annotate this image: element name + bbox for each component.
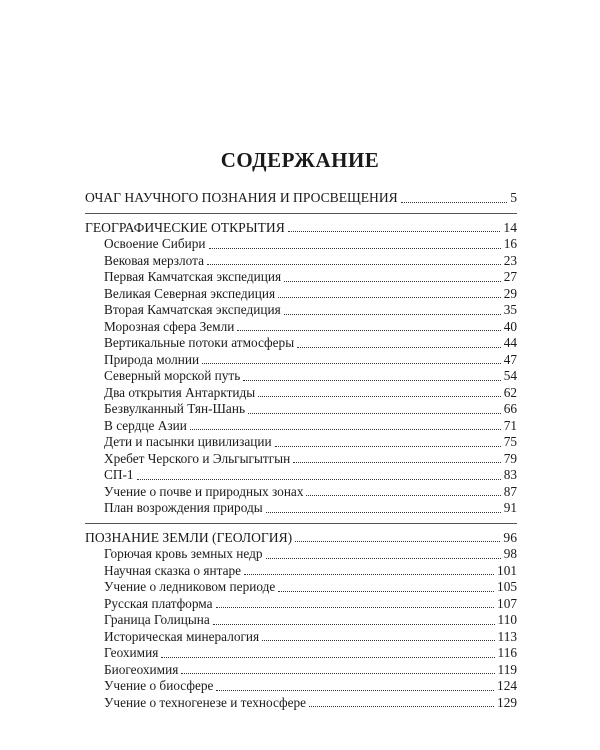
toc-entry-intro[interactable] — [85, 190, 517, 207]
toc-entry-page: 14 — [503, 219, 517, 235]
toc-entry-page: 75 — [503, 434, 517, 449]
dot-leader — [309, 706, 494, 707]
toc-entry-page: 116 — [497, 645, 517, 660]
toc-entry-page: 107 — [497, 595, 517, 611]
toc-entry-page: 71 — [503, 417, 517, 433]
dot-leader — [244, 574, 494, 575]
toc-entry-label: Вековая мерзлота — [104, 252, 205, 268]
toc-entry-label: Учение о техногенезе и техносфере — [104, 694, 307, 710]
dot-leader — [284, 314, 501, 315]
toc-entry-page: 110 — [497, 612, 517, 627]
toc-entry[interactable] — [85, 286, 517, 303]
toc-entry-page: 40 — [503, 318, 517, 334]
toc-entry-label: Учение о ледниковом периоде — [104, 579, 276, 594]
toc-entry[interactable] — [85, 563, 517, 580]
dot-leader — [237, 330, 500, 331]
table-of-contents — [85, 190, 517, 713]
toc-entry-label: Первая Камчатская экспедиция — [104, 269, 282, 284]
section-divider — [85, 523, 517, 524]
toc-entry[interactable] — [85, 629, 517, 646]
toc-entry-label: Вторая Камчатская экспедиция — [104, 302, 281, 317]
toc-entry[interactable] — [85, 596, 517, 613]
toc-entry-page: 87 — [503, 483, 517, 499]
toc-entry[interactable] — [85, 269, 517, 286]
toc-entry-page: 105 — [497, 579, 517, 594]
toc-entry-label: Научная сказка о янтаре — [104, 562, 242, 578]
toc-entry[interactable] — [85, 401, 517, 418]
dot-leader — [190, 429, 501, 430]
dot-leader — [278, 297, 501, 298]
dot-leader — [275, 446, 501, 447]
toc-entry[interactable] — [85, 662, 517, 679]
dot-leader — [262, 640, 494, 641]
toc-entry-label: ГЕОГРАФИЧЕСКИЕ ОТКРЫТИЯ — [85, 219, 285, 235]
dot-leader — [207, 264, 501, 265]
dot-leader — [181, 673, 494, 674]
toc-entry-page: 47 — [503, 351, 517, 367]
toc-entry-label: Природа молнии — [104, 351, 200, 367]
toc-entry-page: 5 — [510, 190, 517, 205]
dot-leader — [248, 413, 501, 414]
toc-entry-label: Северный морской путь — [104, 368, 241, 383]
toc-entry[interactable] — [85, 319, 517, 336]
toc-entry[interactable] — [85, 678, 517, 695]
dot-leader — [288, 231, 501, 232]
toc-entry-page: 129 — [497, 694, 517, 710]
toc-entry-label: План возрождения природы — [104, 500, 263, 515]
toc-entry-page: 62 — [503, 384, 517, 400]
toc-entry-page: 79 — [503, 450, 517, 466]
toc-entry-label: Биогеохимия — [104, 661, 179, 677]
dot-leader — [266, 512, 501, 513]
toc-entry[interactable] — [85, 302, 517, 319]
toc-entry-label: Безвулканный Тян-Шань — [104, 401, 246, 416]
toc-entry-label: Вертикальные потоки атмосферы — [104, 335, 295, 350]
toc-entry[interactable] — [85, 253, 517, 270]
toc-entry[interactable] — [85, 500, 517, 517]
toc-entry[interactable] — [85, 434, 517, 451]
toc-entry-page: 54 — [503, 368, 517, 383]
toc-entry-label: ОЧАГ НАУЧНОГО ПОЗНАНИЯ И ПРОСВЕЩЕНИЯ — [85, 190, 398, 205]
toc-entry-page: 98 — [503, 546, 517, 561]
dot-leader — [202, 363, 501, 364]
toc-entry[interactable] — [85, 236, 517, 253]
toc-entry-page: 29 — [503, 285, 517, 301]
toc-section-heading[interactable] — [85, 220, 517, 237]
toc-entry[interactable] — [85, 645, 517, 662]
toc-entry-page: 113 — [497, 628, 517, 644]
dot-leader — [293, 462, 500, 463]
dot-leader — [161, 657, 494, 658]
toc-entry[interactable] — [85, 451, 517, 468]
toc-entry-label: СП-1 — [104, 467, 134, 482]
toc-entry-label: Учение о почве и природных зонах — [104, 483, 304, 499]
toc-entry-page: 23 — [503, 252, 517, 268]
toc-entry-label: В сердце Азии — [104, 417, 187, 433]
toc-entry[interactable] — [85, 467, 517, 484]
toc-entry-label: Дети и пасынки цивилизации — [104, 434, 272, 449]
toc-entry-page: 119 — [497, 661, 517, 677]
toc-entry-label: Горючая кровь земных недр — [104, 546, 263, 561]
toc-entry-label: Великая Северная экспедиция — [104, 285, 276, 301]
toc-entry[interactable] — [85, 352, 517, 369]
toc-entry-page: 35 — [503, 302, 517, 317]
toc-section-geography — [85, 220, 517, 517]
dot-leader — [284, 281, 501, 282]
section-divider — [85, 213, 517, 214]
dot-leader — [278, 591, 494, 592]
toc-entry-label: Геохимия — [104, 645, 159, 660]
dot-leader — [258, 396, 500, 397]
toc-entry-page: 83 — [503, 467, 517, 482]
dot-leader — [243, 380, 500, 381]
toc-entry-page: 124 — [497, 678, 517, 693]
toc-entry-label: Морозная сфера Земли — [104, 318, 235, 334]
toc-entry-page: 27 — [503, 269, 517, 284]
toc-entry-label: Историческая минералогия — [104, 628, 260, 644]
toc-entry[interactable] — [85, 546, 517, 563]
toc-entry-label: Граница Голицына — [104, 612, 210, 627]
dot-leader — [216, 690, 494, 691]
toc-entry-label: Освоение Сибири — [104, 236, 206, 251]
toc-entry-label: Русская платформа — [104, 595, 213, 611]
toc-entry-page: 16 — [503, 236, 517, 251]
dot-leader — [266, 558, 501, 559]
dot-leader — [137, 479, 501, 480]
dot-leader — [216, 607, 495, 608]
toc-entry[interactable] — [85, 695, 517, 712]
page-title: СОДЕРЖАНИЕ — [220, 148, 380, 172]
toc-entry-page: 91 — [503, 500, 517, 515]
dot-leader — [401, 202, 507, 203]
toc-entry[interactable] — [85, 579, 517, 596]
toc-entry[interactable] — [85, 385, 517, 402]
toc-entry[interactable] — [85, 368, 517, 385]
dot-leader — [306, 495, 500, 496]
toc-section-heading[interactable] — [85, 530, 517, 547]
toc-entry[interactable] — [85, 335, 517, 352]
toc-entry[interactable] — [85, 612, 517, 629]
toc-entry-page: 66 — [503, 401, 517, 416]
toc-entry[interactable] — [85, 418, 517, 435]
toc-entry-label: Хребет Черского и Эльгыгытгын — [104, 450, 291, 466]
toc-entry-page: 44 — [503, 335, 517, 350]
dot-leader — [209, 248, 501, 249]
toc-entry-label: Два открытия Антарктиды — [104, 384, 256, 400]
toc-entry-page: 101 — [497, 562, 517, 578]
toc-entry-page: 96 — [503, 529, 517, 545]
toc-entry-label: ПОЗНАНИЕ ЗЕМЛИ (ГЕОЛОГИЯ) — [85, 529, 293, 545]
dot-leader — [213, 624, 495, 625]
toc-entry[interactable] — [85, 484, 517, 501]
toc-section-geology — [85, 530, 517, 712]
dot-leader — [295, 541, 500, 542]
dot-leader — [297, 347, 501, 348]
toc-entry-label: Учение о биосфере — [104, 678, 214, 693]
